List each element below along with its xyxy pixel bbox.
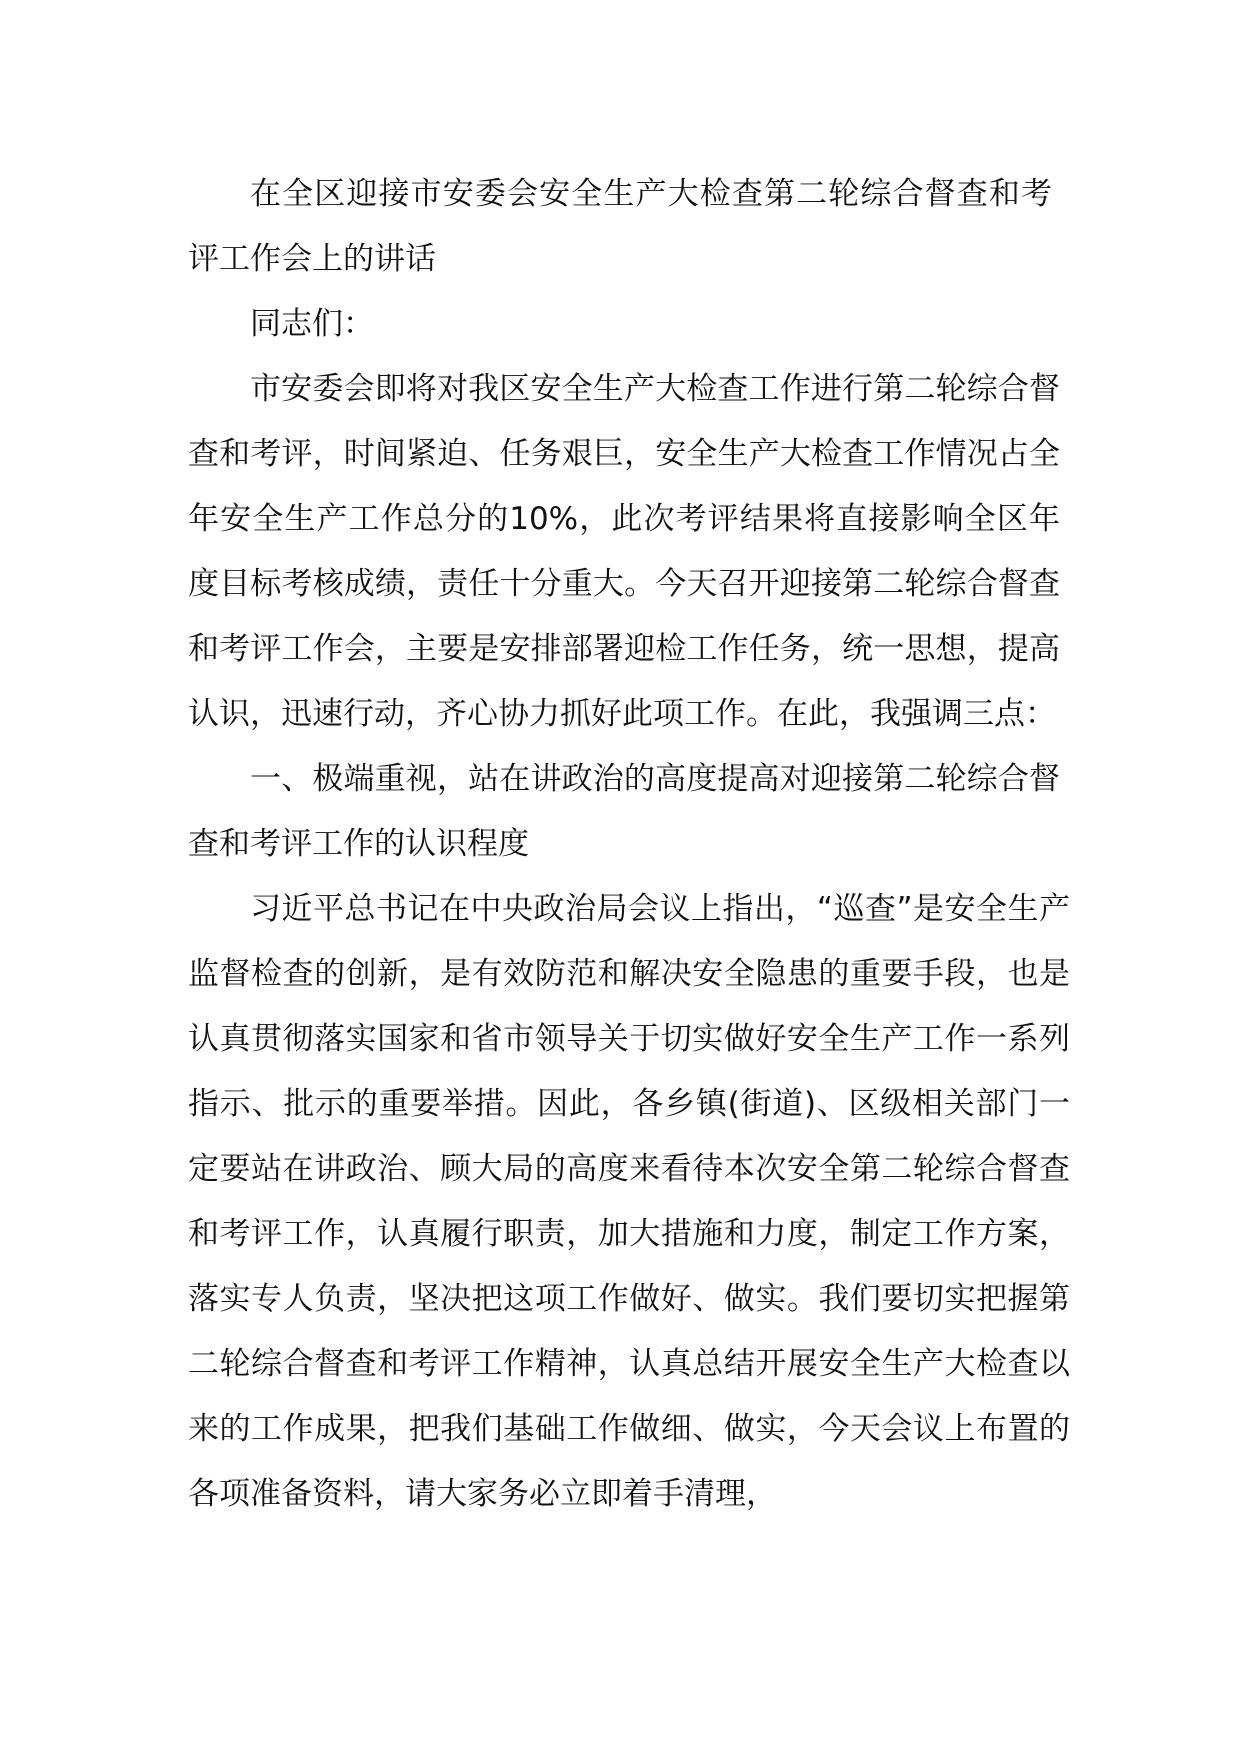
document-body <box>188 162 1070 1527</box>
speech-title: 在全区迎接市安委会安全生产大检查第二轮综合督查和考评工作会上的讲话 <box>188 176 1052 277</box>
salutation: 同志们： <box>250 306 374 342</box>
paragraph-intro: 市安委会即将对我区安全生产大检查工作进行第二轮综合督查和考评，时间紧迫、任务艰巨，安全生产大检查工作情况占全年安全生产工作总分的10%，此次考评结果将直接影响全区年度目标考核成绩，责任十分重大。今天召开迎接第二轮综合督查和考评工作会，主要是安排部署迎检工作任务，统一思想，提高认识，迅速行动，齐心协力抓好此项工作。在此，我强调三点： <box>188 371 1060 732</box>
paragraph-section-1: 习近平总书记在中央政治局会议上指出，“巡查”是安全生产监督检查的创新，是有效防范和解决安全隐患的重要手段，也是认真贯彻落实国家和省市领导关于切实做好安全生产工作一系列指示、批示的重要举措。因此，各乡镇(街道)、区级相关部门一定要站在讲政治、顾大局的高度来看待本次安全第二轮综合督查和考评工作，认真履行职责，加大措施和力度，制定工作方案，落实专人负责，坚决把这项工作做好、做实。我们要切实把握第二轮综合督查和考评工作精神，认真总结开展安全生产大检查以来的工作成果，把我们基础工作做细、做实，今天会议上布置的各项准备资料，请大家务必立即着手清理， <box>188 891 1070 1512</box>
section-heading-1: 一、极端重视，站在讲政治的高度提高对迎接第二轮综合督查和考评工作的认识程度 <box>188 761 1060 862</box>
